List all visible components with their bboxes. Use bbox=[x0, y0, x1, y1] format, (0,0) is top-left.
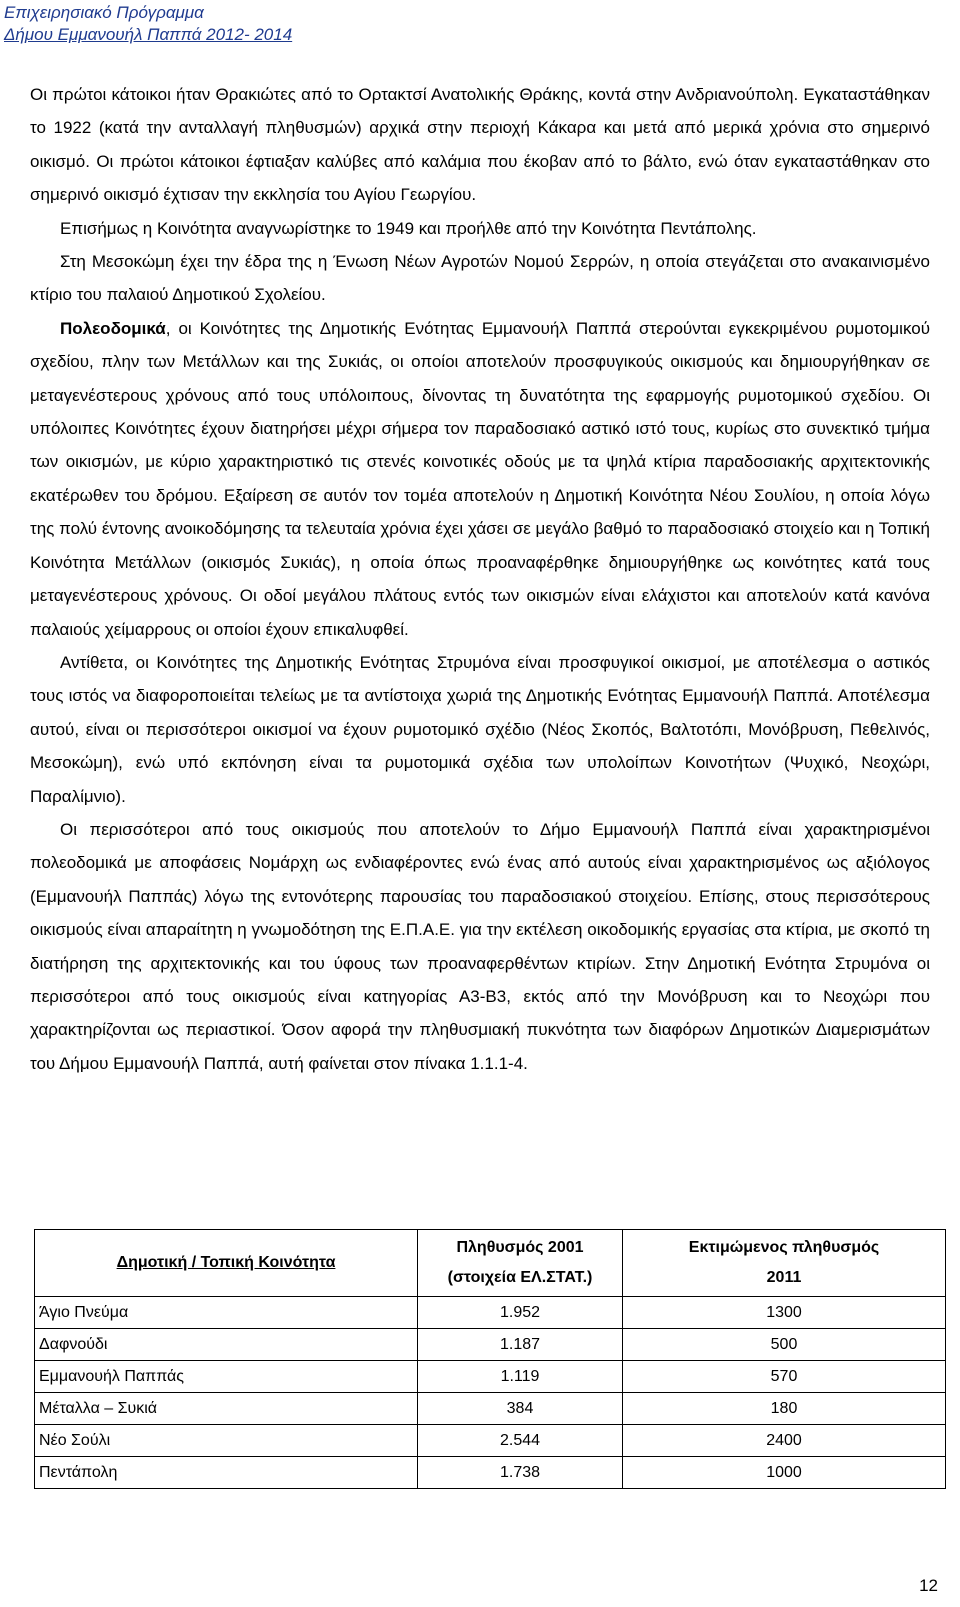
header-community: Δημοτική / Τοπική Κοινότητα bbox=[35, 1230, 418, 1297]
header-title: Επιχειρησιακό Πρόγραμμα bbox=[4, 3, 204, 22]
population-2001: 1.738 bbox=[418, 1457, 623, 1489]
table-row bbox=[35, 1361, 946, 1393]
urban-planning-text: , οι Κοινότητες της Δημοτικής Ενότητας Εμμανουήλ Παππά στερούνται εγκεκριμένου ρυμοτομικού σχεδίου, πλην των Μετάλλων και της Συκιάς, οι οποίοι αποτελούν προσφυγικούς οικισμούς και δημιουργήθηκαν σε μεταγενέστερους χρόνους από τους υπόλοιπους, δίνοντας τη δυνατότητα της εφαρμογής ρυμοτομικού σχεδίου. Οι υπόλοιπες Κοινότητες έχουν διατηρήσει μέχρι σήμερα τον παραδοσιακό αστικό ιστό τους, κυρίως στο συνεκτικό τμήμα των οικισμών, με κύριο χαρακτηριστικό τις στενές κοινοτικές οδούς με τα ψηλά κτίρια παραδοσιακής αρχιτεκτονικής εκατέρωθεν του δρόμου. Εξαίρεση σε αυτόν τον τομέα αποτελούν η Δημοτική Κοινότητα Νέου Σουλίου, η οποία λόγω της πολύ έντονης ανοικοδόμησης τα τελευταία χρόνια έχει χάσει σε μεγάλο βαθμό το παραδοσιακό στοιχείο και η Τοπική Κοινότητα Μετάλλων (οικισμός Συκιάς), η οποία όπως προαναφέρθηκε δημιουργήθηκε ως κοινότητες κατά τους μεταγενέστερους χρόνους. Οι οδοί μεγάλου πλάτους εντός των οικισμών είναι ελάχιστοι και αποτελούν κατά κανόνα παλαιούς χείμαρρους οι οποίοι έχουν επικαλυφθεί. bbox=[30, 318, 930, 639]
population-2011: 570 bbox=[623, 1361, 946, 1393]
paragraph-history: Οι πρώτοι κάτοικοι ήταν Θρακιώτες από το Ορτακτσί Ανατολικής Θράκης, κοντά στην Ανδριανούπολη. Εγκαταστάθηκαν το 1922 (κατά την ανταλλαγή πληθυσμών) αρχικά στην περιοχή Κάκαρα και μετά από μερικά χρόνια στο σημερινό οικισμό. Οι πρώτοι κάτοικοι έφτιαξαν καλύβες από καλάμια που έκοβαν από το βάλτο, ενώ όταν εγκαταστάθηκαν στο σημερινό οικισμό έχτισαν την εκκλησία του Αγίου Γεωργίου. bbox=[30, 85, 930, 205]
population-2011: 2400 bbox=[623, 1425, 946, 1457]
paragraph-strymonas: Αντίθετα, οι Κοινότητες της Δημοτικής Ενότητας Στρυμόνα είναι προσφυγικοί οικισμοί, με αποτέλεσμα ο αστικός τους ιστός να διαφοροποιείται τελείως με τα αντίστοιχα χωριά της Δημοτικής Ενότητας Εμμανουήλ Παππά. Αποτέλεσμα αυτού, είναι οι περισσότεροι οικισμοί να έχουν ρυμοτομικό σχέδιο (Νέος Σκοπός, Βαλτοτόπι, Μονόβρυση, Πεθελινός, Μεσοκώμη), ενώ υπό εκπόνηση είναι τα ρυμοτομικά σχέδια των υπολοίπων Κοινοτήτων (Ψυχικό, Νεοχώρι, Παραλίμνιο). bbox=[30, 652, 930, 806]
paragraph-recognition: Επισήμως η Κοινότητα αναγνωρίστηκε το 1949 και προήλθε από την Κοινότητα Πεντάπολης. bbox=[60, 218, 757, 238]
population-2001: 2.544 bbox=[418, 1425, 623, 1457]
table-row bbox=[35, 1457, 946, 1489]
table-row bbox=[35, 1297, 946, 1329]
community-name: Δαφνούδι bbox=[35, 1329, 418, 1361]
population-2001: 1.187 bbox=[418, 1329, 623, 1361]
header-population-2001: Πληθυσμός 2001 (στοιχεία ΕΛ.ΣΤΑΤ.) bbox=[418, 1230, 623, 1297]
document-header bbox=[4, 2, 292, 46]
community-name: Νέο Σούλι bbox=[35, 1425, 418, 1457]
header-population-2011: Εκτιμώμενος πληθυσμός 2011 bbox=[623, 1230, 946, 1297]
population-2011: 1300 bbox=[623, 1297, 946, 1329]
community-name: Άγιο Πνεύμα bbox=[35, 1297, 418, 1329]
table-row bbox=[35, 1425, 946, 1457]
population-2001: 1.952 bbox=[418, 1297, 623, 1329]
paragraph-urban-planning bbox=[30, 312, 930, 646]
community-name: Εμμανουήλ Παππάς bbox=[35, 1361, 418, 1393]
header-subtitle: Δήμου Εμμανουήλ Παππά 2012- 2014 bbox=[4, 25, 293, 44]
population-2001: 1.119 bbox=[418, 1361, 623, 1393]
population-2011: 1000 bbox=[623, 1457, 946, 1489]
community-name: Μέταλλα – Συκιά bbox=[35, 1393, 418, 1425]
population-table bbox=[34, 1229, 946, 1489]
community-name: Πεντάπολη bbox=[35, 1457, 418, 1489]
population-2011: 180 bbox=[623, 1393, 946, 1425]
body-text bbox=[30, 78, 930, 1080]
table-row bbox=[35, 1393, 946, 1425]
table-row bbox=[35, 1329, 946, 1361]
table-header-row bbox=[35, 1230, 946, 1297]
population-2001: 384 bbox=[418, 1393, 623, 1425]
paragraph-union: Στη Μεσοκώμη έχει την έδρα της η Ένωση Νέων Αγροτών Νομού Σερρών, η οποία στεγάζεται στο ανακαινισμένο κτίριο του παλαιού Δημοτικού Σχολείου. bbox=[30, 252, 930, 305]
population-2011: 500 bbox=[623, 1329, 946, 1361]
urban-planning-term: Πολεοδομικά bbox=[60, 318, 166, 338]
page-number: 12 bbox=[919, 1576, 938, 1595]
paragraph-settlements: Οι περισσότεροι από τους οικισμούς που αποτελούν το Δήμο Εμμανουήλ Παππά είναι χαρακτηρισμένοι πολεοδομικά με αποφάσεις Νομάρχη ως ενδιαφέροντες ενώ ένας από αυτούς είναι χαρακτηρισμένος ως αξιόλογος (Εμμανουήλ Παππάς) λόγω της εντονότερης παρουσίας του παραδοσιακού στοιχείου. Επίσης, στους περισσότερους οικισμούς είναι απαραίτητη η γνωμοδότηση της Ε.Π.Α.Ε. για την εκτέλεση οικοδομικής εργασίας στα κτίρια, με σκοπό τη διατήρηση της αρχιτεκτονικής και του ύφους των προαναφερθέντων κτιρίων. Στην Δημοτική Ενότητα Στρυμόνα οι περισσότεροι από τους οικισμούς είναι κατηγορίας Α3-Β3, εκτός από την Μονόβρυση και το Νεοχώρι που χαρακτηρίζονται ως περιαστικοί. Όσον αφορά την πληθυσμιακή πυκνότητα των διαφόρων Δημοτικών Διαμερισμάτων του Δήμου Εμμανουήλ Παππά, αυτή φαίνεται στον πίνακα 1.1.1-4. bbox=[30, 819, 930, 1073]
